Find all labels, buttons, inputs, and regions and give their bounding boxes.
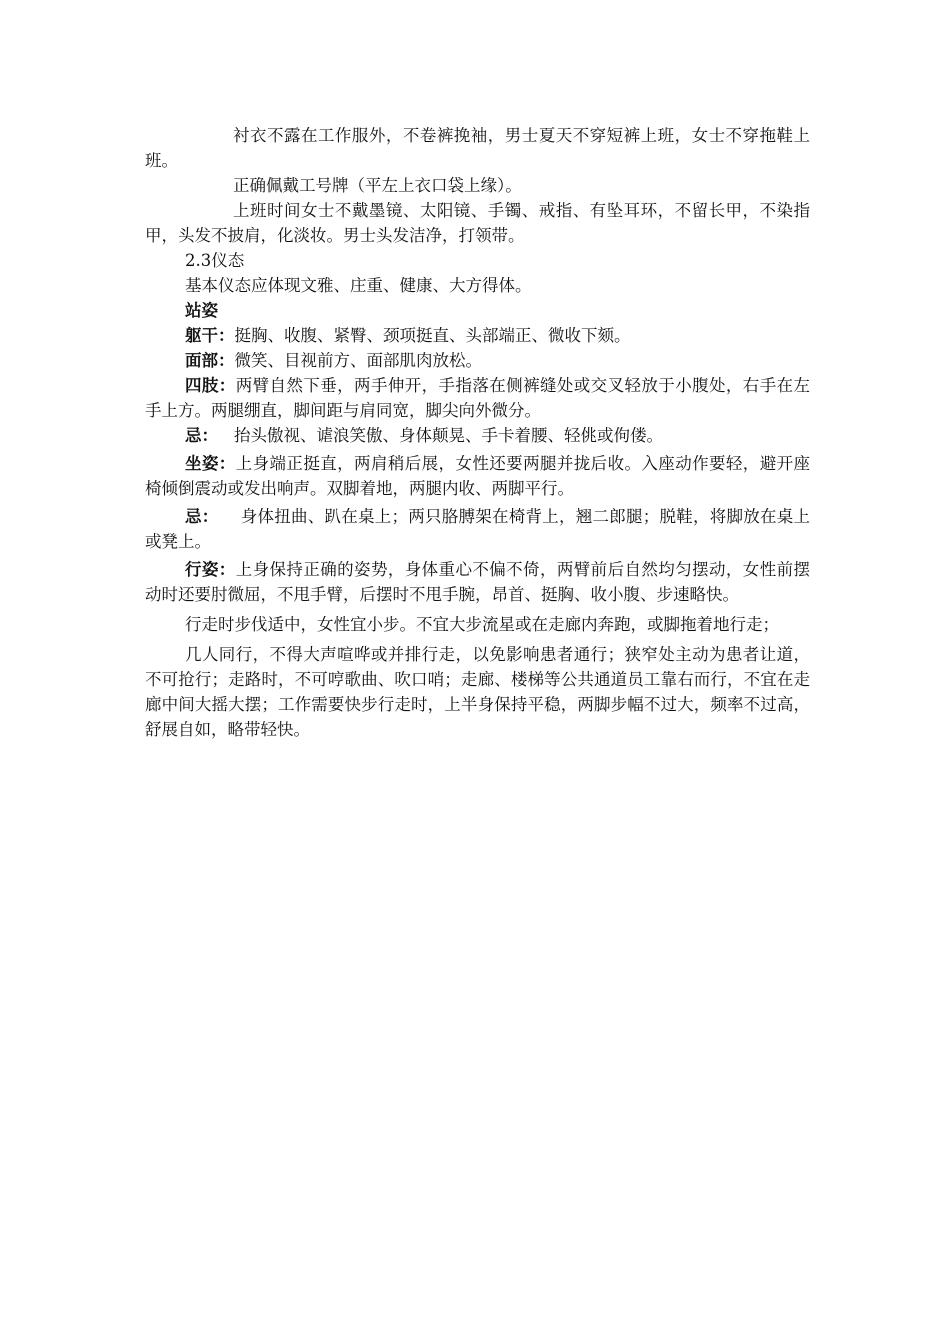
walking-label: 行姿： [185,560,236,579]
torso-text: 挺胸、收腹、紧臀、颈项挺直、头部端正、微收下颏。 [234,326,631,345]
limbs-label: 四肢： [185,376,236,395]
paragraph-torso [145,323,810,348]
paragraph-posture-intro: 基本仪态应体现文雅、庄重、健康、大方得体。 [185,276,532,295]
limbs-text: 两臂自然下垂，两手伸开，手指落在侧裤缝处或交叉轻放于小腹处，右手在左手上方。两腿绷直，脚间距与肩同宽，脚尖向外微分。 [145,376,811,420]
paragraph-grooming-rules: 上班时间女士不戴墨镜、太阳镜、手镯、戒指、有坠耳环，不留长甲，不染指甲，头发不披肩，化淡妆。男士头发洁净，打领带。 [145,201,810,245]
paragraph-limbs [145,373,810,423]
avoid-standing-text: 抬头傲视、谑浪笑傲、身体颠晃、手卡着腰、轻佻或佝偻。 [234,426,663,445]
section-heading: 2.3仪态 [185,251,245,270]
paragraph-sitting [145,451,810,501]
paragraph-face [145,348,810,373]
paragraph-shirt-rules: 衬衣不露在工作服外，不卷裤挽袖，男士夏天不穿短裤上班，女士不穿拖鞋上班。 [145,126,810,170]
paragraph-walking [145,557,810,607]
standing-heading: 站姿 [185,301,218,320]
avoid-sitting-text: 身体扭曲、趴在桌上；两只胳膊架在椅背上，翘二郎腿；脱鞋，将脚放在桌上或凳上。 [145,507,810,551]
sitting-label: 坐姿： [185,454,236,473]
avoid-sitting-label: 忌： [185,507,219,526]
avoid-standing-label: 忌： [185,426,218,445]
paragraph-walking-etiquette: 几人同行，不得大声喧哗或并排行走，以免影响患者通行；狭窄处主动为患者让道，不可抢行；走路时，不可哼歌曲、吹口哨；走廊、楼梯等公共通道员工靠右而行，不宜在走廊中间大摇大摆；工作需要快步行走时，上半身保持平稳，两脚步幅不过大，频率不过高，舒展自如，略带轻快。 [145,645,810,739]
face-label: 面部： [185,351,235,370]
document-body [145,123,810,742]
sitting-text: 上身端正挺直，两肩稍后展，女性还要两腿并拢后收。入座动作要轻，避开座椅倾倒震动或发出响声。双脚着地，两腿内收、两脚平行。 [145,454,811,498]
face-text: 微笑、目视前方、面部肌肉放松。 [234,351,482,370]
paragraph-walking-pace: 行走时步伐适中，女性宜小步。不宜大步流星或在走廊内奔跑，或脚拖着地行走； [185,615,779,634]
walking-text: 上身保持正确的姿势，身体重心不偏不倚，两臂前后自然均匀摆动，女性前摆动时还要肘微屈，不甩手臂，后摆时不甩手腕，昂首、挺胸、收小腹、步速略快。 [145,560,811,604]
paragraph-badge-rule: 正确佩戴工号牌（平左上衣口袋上缘）。 [233,176,522,195]
paragraph-avoid-sitting [145,504,810,554]
torso-label: 躯干： [185,326,235,345]
paragraph-avoid-standing [145,423,810,448]
